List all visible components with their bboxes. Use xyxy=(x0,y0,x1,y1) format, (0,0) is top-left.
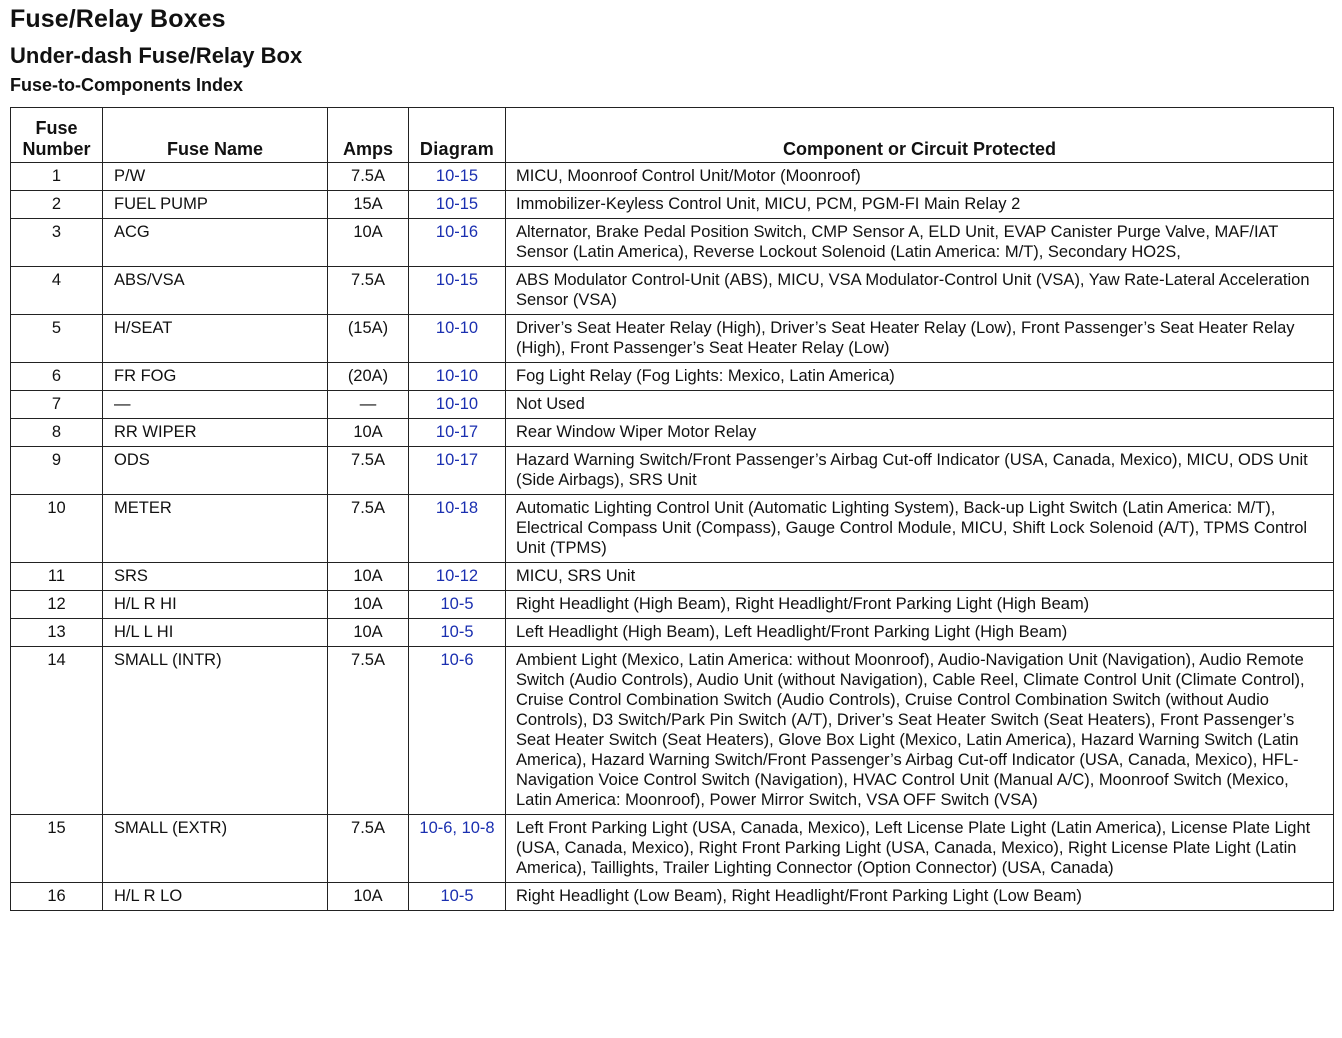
diagram-cell xyxy=(409,315,506,363)
component-cell: Automatic Lighting Control Unit (Automatic Lighting System), Back-up Light Switch (Latin America: M/T), Electrical Compass Unit (Compass), Gauge Control Module, MICU, Shift Lock Solenoid (A/T), TPMS Control Unit (TPMS) xyxy=(506,495,1334,563)
header-fuse-number-line2: Number xyxy=(22,139,91,159)
diagram-cell xyxy=(409,419,506,447)
diagram-cell xyxy=(409,563,506,591)
fuse-name-cell: SMALL (INTR) xyxy=(103,647,328,815)
component-cell: Alternator, Brake Pedal Position Switch, CMP Sensor A, ELD Unit, EVAP Canister Purge Valve, MAF/IAT Sensor (Latin America), Reverse Lockout Solenoid (Latin America: M/T), Secondary HO2S, xyxy=(506,219,1334,267)
fuse-number-cell: 13 xyxy=(11,619,103,647)
amps-cell: 10A xyxy=(328,883,409,911)
table-header-row xyxy=(11,108,1334,163)
component-cell: Fog Light Relay (Fog Lights: Mexico, Latin America) xyxy=(506,363,1334,391)
amps-cell: 10A xyxy=(328,419,409,447)
fuse-number-cell: 6 xyxy=(11,363,103,391)
component-cell: MICU, SRS Unit xyxy=(506,563,1334,591)
fuse-name-cell: ABS/VSA xyxy=(103,267,328,315)
diagram-link[interactable]: 10-17 xyxy=(435,451,479,469)
amps-cell: 10A xyxy=(328,591,409,619)
amps-cell: 7.5A xyxy=(328,495,409,563)
component-cell: Right Headlight (High Beam), Right Headlight/Front Parking Light (High Beam) xyxy=(506,591,1334,619)
component-cell: Immobilizer-Keyless Control Unit, MICU, PCM, PGM-FI Main Relay 2 xyxy=(506,191,1334,219)
fuse-number-cell: 15 xyxy=(11,815,103,883)
diagram-link[interactable]: 10-15 xyxy=(435,167,479,185)
table-row xyxy=(11,495,1334,563)
document-page xyxy=(10,0,1334,905)
diagram-link[interactable]: 10-15 xyxy=(435,271,479,289)
fuse-number-cell: 11 xyxy=(11,563,103,591)
amps-cell: 7.5A xyxy=(328,447,409,495)
diagram-cell xyxy=(409,495,506,563)
fuse-number-cell: 12 xyxy=(11,591,103,619)
amps-cell: 7.5A xyxy=(328,815,409,883)
table-row xyxy=(11,219,1334,267)
header-diagram-label: Diagram xyxy=(419,139,495,159)
amps-cell: 7.5A xyxy=(328,647,409,815)
fuse-name-cell: H/SEAT xyxy=(103,315,328,363)
component-cell: Hazard Warning Switch/Front Passenger’s Airbag Cut-off Indicator (USA, Canada, Mexico), MICU, ODS Unit (Side Airbags), SRS Unit xyxy=(506,447,1334,495)
table-row xyxy=(11,447,1334,495)
table-row xyxy=(11,647,1334,815)
amps-cell: 10A xyxy=(328,219,409,267)
table-row xyxy=(11,815,1334,883)
fuse-name-cell: FR FOG xyxy=(103,363,328,391)
table-row xyxy=(11,563,1334,591)
diagram-cell xyxy=(409,363,506,391)
component-cell: ABS Modulator Control-Unit (ABS), MICU, VSA Modulator-Control Unit (VSA), Yaw Rate-Lateral Acceleration Sensor (VSA) xyxy=(506,267,1334,315)
table-row xyxy=(11,419,1334,447)
fuse-number-cell: 16 xyxy=(11,883,103,911)
table-row xyxy=(11,883,1334,911)
component-cell: Ambient Light (Mexico, Latin America: without Moonroof), Audio-Navigation Unit (Navigation), Audio Remote Switch (Audio Controls), Audio Unit (without Navigation), Cable Reel, Climate Control Unit (Climate Control), Cruise Control Combination Switch (Audio Controls), Cruise Control Combination Switch (without Audio Controls), D3 Switch/Park Pin Switch (A/T), Driver’s Seat Heater Switch (Seat Heaters), Front Passenger’s Seat Heater Switch (Seat Heaters), Glove Box Light (Mexico, Latin America), Hazard Warning Switch (Latin America), Hazard Warning Switch/Front Passenger’s Airbag Cut-off Indicator (USA, Canada, Mexico), HFL-Navigation Voice Control Switch (Navigation), HVAC Control Unit (Manual A/C), Moonroof Switch (Mexico, Latin America: Moonroof), Power Mirror Switch, VSA OFF Switch (VSA) xyxy=(506,647,1334,815)
diagram-link[interactable]: 10-5 xyxy=(440,623,474,641)
component-cell: MICU, Moonroof Control Unit/Motor (Moonroof) xyxy=(506,163,1334,191)
diagram-link[interactable]: 10-10 xyxy=(435,395,479,413)
amps-cell: 7.5A xyxy=(328,163,409,191)
section-heading: Fuse-to-Components Index xyxy=(10,75,243,95)
header-diagram xyxy=(409,108,506,163)
page-subtitle: Under-dash Fuse/Relay Box xyxy=(10,43,303,68)
diagram-link[interactable]: 10-5 xyxy=(440,887,474,905)
fuse-number-cell: 10 xyxy=(11,495,103,563)
fuse-name-cell: — xyxy=(103,391,328,419)
table-row xyxy=(11,391,1334,419)
table-row xyxy=(11,315,1334,363)
table-row xyxy=(11,591,1334,619)
diagram-link[interactable]: 10-5 xyxy=(440,595,474,613)
fuse-number-cell: 9 xyxy=(11,447,103,495)
fuse-name-cell: H/L R HI xyxy=(103,591,328,619)
fuse-name-cell: ACG xyxy=(103,219,328,267)
fuse-number-cell: 1 xyxy=(11,163,103,191)
diagram-cell xyxy=(409,815,506,883)
diagram-link[interactable]: 10-10 xyxy=(435,367,479,385)
fuse-number-cell: 8 xyxy=(11,419,103,447)
diagram-cell xyxy=(409,883,506,911)
header-fuse-number xyxy=(11,108,103,163)
amps-cell: 15A xyxy=(328,191,409,219)
fuse-name-cell: ODS xyxy=(103,447,328,495)
fuse-number-cell: 7 xyxy=(11,391,103,419)
fuse-index-table xyxy=(10,107,1334,911)
amps-cell: 10A xyxy=(328,563,409,591)
fuse-name-cell: SMALL (EXTR) xyxy=(103,815,328,883)
fuse-name-cell: SRS xyxy=(103,563,328,591)
diagram-link[interactable]: 10-18 xyxy=(435,499,479,517)
diagram-link[interactable]: 10-6 xyxy=(440,651,474,669)
diagram-cell xyxy=(409,591,506,619)
amps-cell: (15A) xyxy=(328,315,409,363)
diagram-link[interactable]: 10-17 xyxy=(435,423,479,441)
fuse-name-cell: RR WIPER xyxy=(103,419,328,447)
header-fuse-number-line1: Fuse xyxy=(35,118,78,138)
fuse-number-cell: 14 xyxy=(11,647,103,815)
diagram-cell xyxy=(409,447,506,495)
amps-cell: (20A) xyxy=(328,363,409,391)
diagram-link[interactable]: 10-16 xyxy=(435,223,479,241)
header-fuse-name: Fuse Name xyxy=(103,108,328,163)
fuse-name-cell: H/L R LO xyxy=(103,883,328,911)
diagram-link[interactable]: 10-6, 10-8 xyxy=(419,819,495,837)
diagram-cell xyxy=(409,647,506,815)
diagram-cell xyxy=(409,163,506,191)
fuse-name-cell: FUEL PUMP xyxy=(103,191,328,219)
diagram-link[interactable]: 10-12 xyxy=(435,567,479,585)
fuse-name-cell: H/L L HI xyxy=(103,619,328,647)
table-row xyxy=(11,267,1334,315)
fuse-number-cell: 4 xyxy=(11,267,103,315)
page-title: Fuse/Relay Boxes xyxy=(10,5,226,33)
component-cell: Left Front Parking Light (USA, Canada, Mexico), Left License Plate Light (Latin America), License Plate Light (USA, Canada, Mexico), Right Front Parking Light (USA, Canada, Mexico), Right License Plate Light (Latin America), Taillights, Trailer Lighting Connector (Option Connector) (USA, Canada) xyxy=(506,815,1334,883)
amps-cell: 7.5A xyxy=(328,267,409,315)
table-row xyxy=(11,619,1334,647)
table-body xyxy=(11,163,1334,911)
diagram-cell xyxy=(409,619,506,647)
fuse-name-cell: P/W xyxy=(103,163,328,191)
diagram-link[interactable]: 10-15 xyxy=(435,195,479,213)
table-row xyxy=(11,363,1334,391)
header-amps: Amps xyxy=(328,108,409,163)
component-cell: Left Headlight (High Beam), Left Headlight/Front Parking Light (High Beam) xyxy=(506,619,1334,647)
diagram-link[interactable]: 10-10 xyxy=(435,319,479,337)
amps-cell: — xyxy=(328,391,409,419)
diagram-cell xyxy=(409,219,506,267)
component-cell: Driver’s Seat Heater Relay (High), Driver’s Seat Heater Relay (Low), Front Passenger’s Seat Heater Relay (High), Front Passenger’s Seat Heater Relay (Low) xyxy=(506,315,1334,363)
component-cell: Not Used xyxy=(506,391,1334,419)
diagram-cell xyxy=(409,191,506,219)
table-row xyxy=(11,163,1334,191)
amps-cell: 10A xyxy=(328,619,409,647)
component-cell: Rear Window Wiper Motor Relay xyxy=(506,419,1334,447)
table-row xyxy=(11,191,1334,219)
fuse-number-cell: 2 xyxy=(11,191,103,219)
header-component: Component or Circuit Protected xyxy=(506,108,1334,163)
diagram-cell xyxy=(409,391,506,419)
fuse-number-cell: 5 xyxy=(11,315,103,363)
component-cell: Right Headlight (Low Beam), Right Headlight/Front Parking Light (Low Beam) xyxy=(506,883,1334,911)
fuse-number-cell: 3 xyxy=(11,219,103,267)
diagram-cell xyxy=(409,267,506,315)
fuse-name-cell: METER xyxy=(103,495,328,563)
